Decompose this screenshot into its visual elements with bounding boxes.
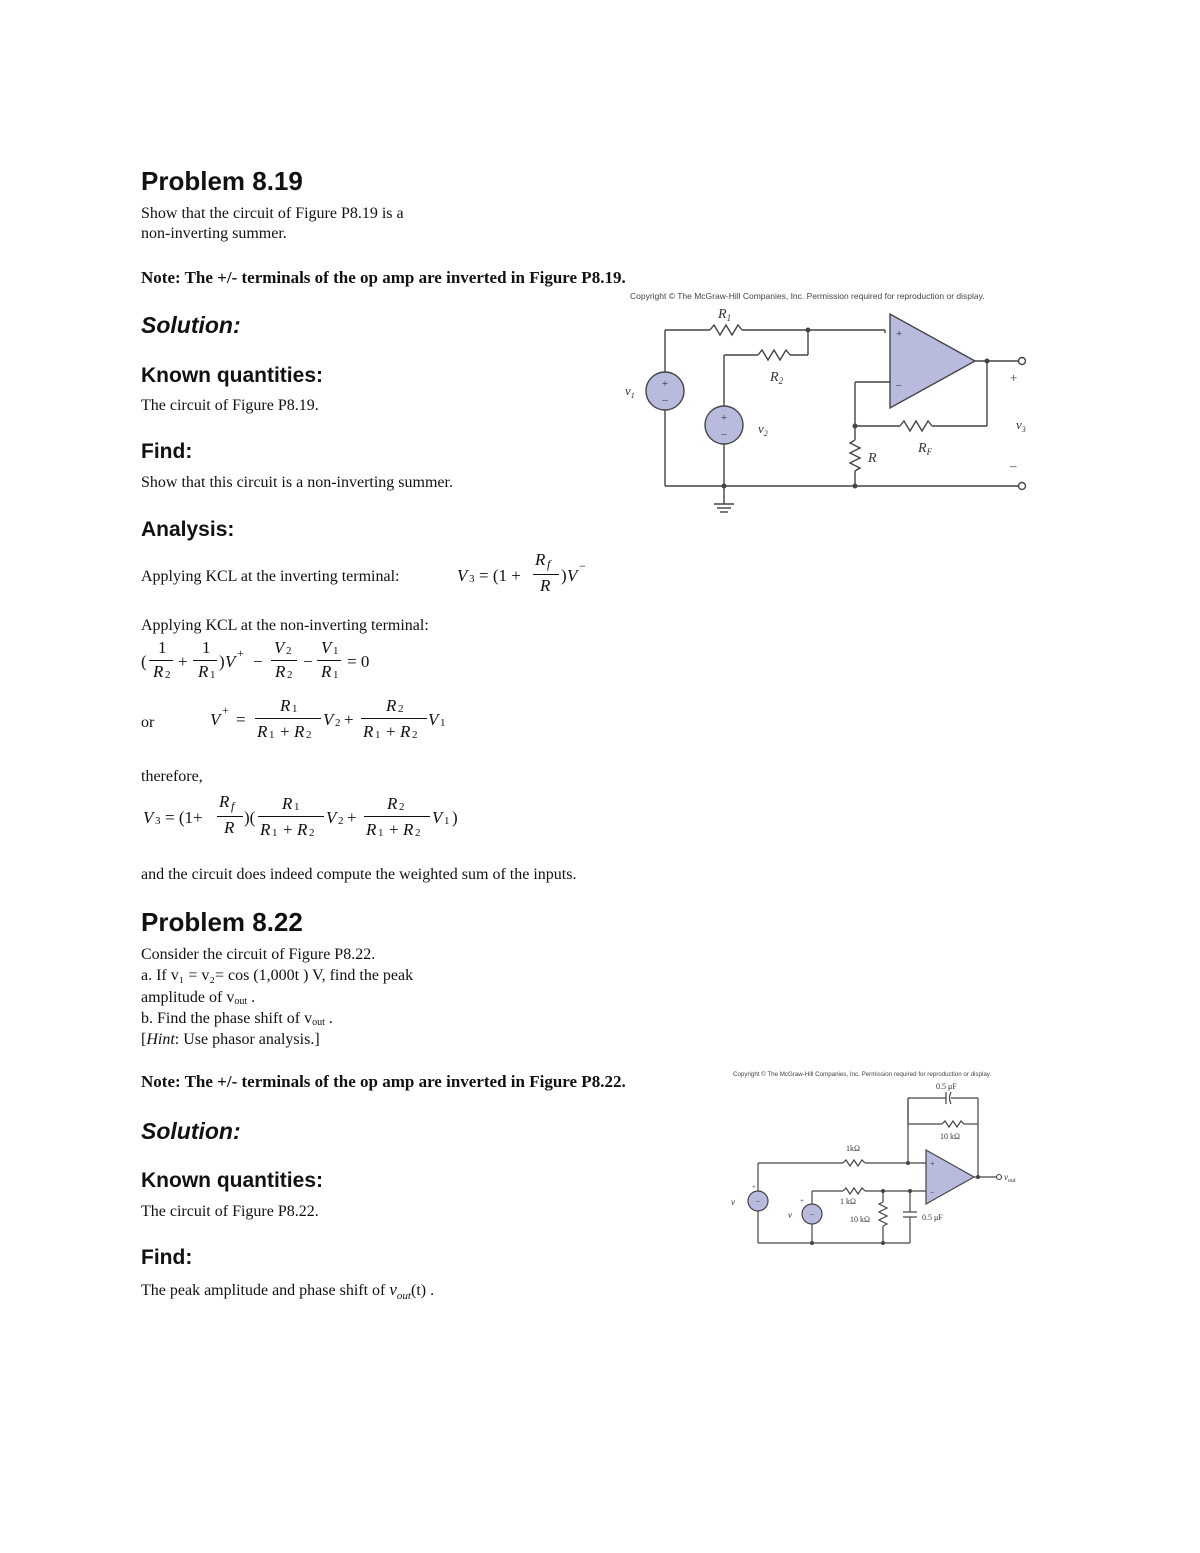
problem-819-statement-line2: non-inverting summer. — [141, 225, 287, 242]
problem-822-known-heading: Known quantities: — [141, 1169, 323, 1192]
problem-822-statement-line2: a. If v₁ = v₂= cos (1,000t ) V, find the peak — [141, 967, 414, 984]
problem-819-find-heading: Find: — [141, 440, 193, 463]
svg-text:v: v — [788, 1210, 792, 1220]
kcl-noninverting-label: Applying KCL at the non-inverting terminal: — [141, 617, 429, 634]
svg-text:+: + — [800, 1197, 804, 1205]
problem-819-note: Note: The +/- terminals of the op amp are inverted in Figure P8.19. — [141, 268, 626, 287]
figure-p822-copyright: Copyright © The McGraw-Hill Companies, Inc. Permission required for reproduction or display. — [733, 1071, 992, 1078]
or-label: or — [141, 714, 155, 731]
figure-p822-circuit — [728, 1078, 1028, 1248]
equation-v-plus: V + = R 1 R 1 + R 2 V 2 + R 2 R 1 + R 2 V 1 — [210, 696, 446, 741]
svg-text:RF: $R_F$ — [918, 441, 933, 457]
svg-text:0.5 μF: 0.5 μF — [922, 1213, 943, 1222]
problem-822-find-text: The peak amplitude and phase shift of $v_{out}(t)$ . — [141, 1280, 435, 1302]
svg-text:10 kΩ: 10 kΩ — [940, 1132, 960, 1141]
opamp-minus-sign: – — [896, 379, 902, 391]
figure-p819-copyright: Copyright © The McGraw-Hill Companies, Inc. Permission required for reproduction or display. — [630, 291, 985, 301]
problem-822-statement-line1: Consider the circuit of Figure P8.22. — [141, 946, 376, 963]
svg-text:–: – — [1010, 458, 1017, 473]
svg-text:v: v — [731, 1197, 735, 1207]
problem-822-solution-heading: Solution: — [141, 1118, 241, 1144]
svg-text:v3: $v_3$ — [1016, 417, 1026, 434]
problem-822-find-heading: Find: — [141, 1246, 193, 1269]
equation-inverting-kcl: V 3 = (1 + R f R ) V − — [457, 550, 586, 595]
problem-822-title: Problem 8.22 — [141, 907, 303, 937]
svg-text:1kΩ: 1kΩ — [846, 1144, 860, 1153]
v2-minus: – — [721, 428, 727, 440]
svg-text:0.5 μF: 0.5 μF — [936, 1082, 957, 1091]
svg-text:−: − — [755, 1197, 761, 1206]
problem-819-solution-heading: Solution: — [141, 312, 241, 338]
svg-text:v1: $v_1$ — [625, 383, 635, 400]
svg-text:vout: $v_{out}$ — [1004, 1172, 1016, 1184]
v2-plus: + — [720, 412, 728, 424]
problem-822-statement-line5: [Hint: Use phasor analysis.] — [141, 1031, 320, 1048]
problem-822-note: Note: The +/- terminals of the op amp are inverted in Figure P8.22. — [141, 1072, 626, 1091]
v1-minus: – — [662, 394, 668, 406]
problem-819-analysis-heading: Analysis: — [141, 518, 235, 541]
svg-text:R: R — [868, 451, 877, 466]
problem-822-statement-line4: b. Find the phase shift of vout . — [141, 1010, 333, 1028]
equation-v3-final: V 3 = (1+ R f R )( R 1 R 1 + R 2 V 2 + R 2 R 1 + R 2 V 1 ) — [143, 792, 458, 839]
figure-p819-circuit — [620, 300, 1040, 520]
opamp-plus-sign: + — [896, 328, 903, 340]
svg-text:10 kΩ: 10 kΩ — [850, 1215, 870, 1224]
svg-text:−: − — [930, 1188, 935, 1197]
problem-819-statement-line1: Show that the circuit of Figure P8.19 is a — [141, 205, 404, 222]
svg-text:−: − — [809, 1210, 815, 1219]
equation-noninverting-kcl: ( 1 R 2 + 1 R 1 ) V + − V 2 R 2 − V 1 R 1 = 0 — [141, 638, 370, 681]
svg-text:+: + — [752, 1183, 756, 1191]
problem-819-known-text: The circuit of Figure P8.19. — [141, 397, 319, 414]
problem-819-find-text: Show that this circuit is a non-inverting summer. — [141, 474, 453, 491]
problem-822-known-text: The circuit of Figure P8.22. — [141, 1203, 319, 1220]
problem-819-conclusion: and the circuit does indeed compute the weighted sum of the inputs. — [141, 866, 577, 883]
svg-text:R1: $R_1$ — [718, 307, 732, 323]
kcl-inverting-label: Applying KCL at the inverting terminal: — [141, 568, 400, 585]
problem-819-known-heading: Known quantities: — [141, 364, 323, 387]
problem-822-statement-line3: amplitude of vout . — [141, 989, 256, 1007]
v1-plus: + — [661, 378, 669, 390]
svg-text:1 kΩ: 1 kΩ — [840, 1197, 856, 1206]
problem-819-title: Problem 8.19 — [141, 166, 303, 196]
svg-text:R2: $R_2$ — [770, 370, 784, 386]
svg-text:v2: $v_2$ — [758, 421, 768, 438]
svg-text:+: + — [1010, 370, 1018, 385]
therefore-label: therefore, — [141, 768, 203, 785]
svg-text:+: + — [930, 1159, 935, 1168]
